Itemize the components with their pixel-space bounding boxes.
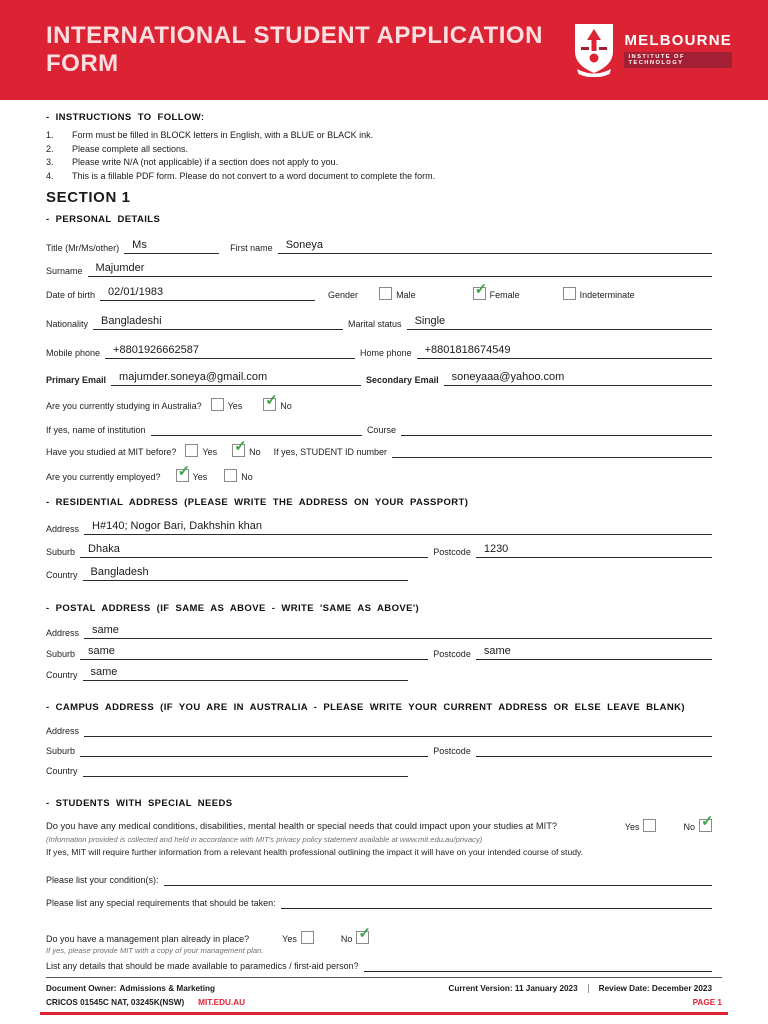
mobile-phone-label: Mobile phone (46, 348, 101, 358)
residential-address-field[interactable]: H#140; Nogor Bari, Dakhshin khan (84, 520, 712, 535)
website-link[interactable]: MIT.EDU.AU (198, 998, 246, 1007)
instruction-number: 1. (46, 130, 54, 140)
mobile-phone-field[interactable]: +8801926662587 (105, 344, 355, 359)
medical-yes-option (625, 819, 657, 833)
management-plan-row (46, 925, 712, 945)
campus-heading: - CAMPUS ADDRESS (IF YOU ARE IN AUSTRALIA - PLEASE WRITE YOUR CURRENT ADDRESS OR ELSE LEAVE BLANK) (46, 702, 685, 713)
residential-country-field[interactable]: Bangladesh (83, 566, 408, 581)
postcode-label: Postcode (433, 649, 471, 659)
suburb-label: Suburb (46, 649, 76, 659)
plan-no-label: No (340, 934, 353, 944)
dob-label: Date of birth (46, 290, 96, 300)
checkmark-icon: ✓ (234, 438, 247, 455)
gender-indeterminate-checkbox[interactable] (563, 287, 576, 300)
studying-australia-row (46, 392, 712, 412)
institution-label: If yes, name of institution (46, 425, 146, 435)
instructions-heading: - INSTRUCTIONS TO FOLLOW: (46, 112, 205, 123)
country-label: Country (46, 766, 78, 776)
postal-suburb-row (46, 645, 712, 660)
gender-indeterminate-option (563, 287, 635, 301)
checkmark-icon: ✓ (358, 925, 371, 942)
postcode-label: Postcode (433, 746, 471, 756)
gender-female-label: Female (489, 290, 520, 300)
student-id-label: If yes, STUDENT ID number (273, 447, 387, 457)
employed-row (46, 463, 712, 483)
medical-no-label: No (683, 822, 695, 832)
checkmark-icon: ✓ (177, 463, 191, 480)
employed-yes-label: Yes (192, 472, 208, 482)
if-yes-note: If yes, MIT will require further information from a relevant health professional outlining the impact it will have on your intended course of study. (46, 847, 584, 857)
suburb-label: Suburb (46, 547, 76, 557)
medical-no-option (683, 813, 714, 833)
email-row (46, 371, 712, 386)
page-header (0, 0, 768, 100)
employed-no-label: No (241, 472, 253, 482)
paramedics-field[interactable] (364, 958, 712, 972)
requirements-row (46, 895, 712, 909)
studied-mit-row (46, 438, 712, 458)
address-label: Address (46, 524, 80, 534)
mit-no-option (232, 438, 261, 458)
campus-suburb-row (46, 743, 712, 757)
address-label: Address (46, 726, 80, 736)
medical-question-row (46, 813, 714, 833)
postcode-label: Postcode (433, 547, 471, 557)
instruction-text: Please write N/A (not applicable) if a section does not apply to you. (72, 157, 339, 167)
checkmark-icon: ✓ (265, 392, 278, 409)
studying-australia-label: Are you currently studying in Australia? (46, 401, 202, 411)
residential-postcode-field[interactable]: 1230 (476, 543, 712, 558)
plan-yes-checkbox[interactable] (301, 931, 314, 944)
first-name-field[interactable]: Soneya (278, 239, 712, 254)
gender-male-label: Male (396, 290, 416, 300)
primary-email-label: Primary Email (46, 375, 107, 385)
studying-no-label: No (280, 401, 292, 411)
page-number: PAGE 1 (692, 998, 722, 1007)
dob-gender-row (46, 281, 712, 301)
conditions-label: Please list your condition(s): (46, 875, 159, 885)
instruction-text: Form must be filled in BLOCK letters in English, with a BLUE or BLACK ink. (72, 130, 374, 140)
logo-subtitle: INSTITUTE OF TECHNOLOGY (624, 52, 732, 68)
title-label: Title (Mr/Ms/other) (46, 243, 120, 253)
page-footer (0, 977, 768, 1024)
nationality-field[interactable]: Bangladeshi (93, 315, 343, 330)
instruction-item (46, 170, 712, 184)
studying-yes-checkbox[interactable] (211, 398, 224, 411)
current-version: Current Version: 11 January 2023 (448, 984, 578, 993)
mit-logo (573, 23, 732, 77)
instruction-number: 2. (46, 143, 54, 154)
residential-suburb-field[interactable]: Dhaka (80, 543, 428, 558)
document-owner-label: Document Owner: (46, 984, 117, 993)
mit-yes-checkbox[interactable] (185, 444, 198, 457)
section1-title: SECTION 1 (46, 189, 131, 206)
marital-status-label: Marital status (348, 319, 402, 329)
title-field[interactable]: Ms (124, 239, 219, 254)
instruction-number: 3. (46, 157, 54, 167)
residential-suburb-row (46, 543, 712, 558)
instruction-item (46, 156, 712, 170)
home-phone-field[interactable]: +8801818674549 (417, 344, 712, 359)
instruction-number: 4. (46, 170, 54, 181)
campus-suburb-field[interactable] (80, 743, 428, 757)
campus-country-field[interactable] (83, 763, 408, 777)
gender-female-checkbox[interactable] (473, 281, 488, 300)
plan-note: If yes, please provide MIT with a copy of your management plan. (46, 946, 264, 955)
primary-email-field[interactable]: majumder.soneya@gmail.com (111, 371, 361, 386)
secondary-email-label: Secondary Email (366, 375, 439, 385)
suburb-label: Suburb (46, 746, 76, 756)
conditions-field[interactable] (164, 872, 712, 886)
postal-heading: - POSTAL ADDRESS (IF SAME AS ABOVE - WRITE 'SAME AS ABOVE') (46, 603, 420, 614)
first-name-label: First name (230, 243, 273, 253)
instruction-item (46, 129, 712, 143)
employed-no-checkbox[interactable] (224, 469, 237, 482)
employed-yes-option (176, 463, 208, 483)
instructions-list (46, 129, 712, 183)
instruction-text: This is a fillable PDF form. Please do not convert to a word document to complete the form. (72, 170, 436, 181)
conditions-row (46, 872, 712, 886)
requirements-field[interactable] (281, 895, 712, 909)
mit-shield-icon (573, 23, 615, 77)
dob-field[interactable]: 02/01/1983 (100, 286, 315, 301)
medical-question-label: Do you have any medical conditions, disabilities, mental health or special needs that could impact upon your studies at MIT? (46, 820, 558, 831)
studying-yes-option (211, 398, 243, 412)
residential-country-row (46, 566, 712, 581)
plan-yes-option (282, 931, 314, 945)
special-needs-heading: - STUDENTS WITH SPECIAL NEEDS (46, 798, 233, 809)
paramedics-row (46, 958, 712, 972)
employed-yes-checkbox[interactable] (176, 463, 191, 482)
postal-suburb-field[interactable]: same (80, 645, 428, 660)
postal-address-row (46, 624, 712, 639)
surname-label: Surname (46, 266, 83, 276)
review-date: Review Date: December 2023 (588, 984, 722, 993)
footer-divider (46, 977, 722, 978)
personal-details-heading: - PERSONAL DETAILS (46, 214, 161, 225)
logo-text (624, 32, 732, 68)
gender-female-option (473, 281, 520, 301)
country-label: Country (46, 570, 78, 580)
phone-row (46, 344, 712, 359)
plan-yes-label: Yes (282, 934, 297, 944)
course-field[interactable] (401, 422, 712, 436)
checkmark-icon: ✓ (474, 281, 488, 298)
plan-no-option (340, 925, 371, 945)
surname-field[interactable]: Majumder (88, 262, 712, 277)
page-title: INTERNATIONAL STUDENT APPLICATION FORM (46, 22, 543, 77)
home-phone-label: Home phone (360, 348, 412, 358)
institution-course-row (46, 422, 712, 436)
studying-no-checkbox[interactable] (263, 392, 278, 411)
nationality-row (46, 315, 712, 330)
logo-name: MELBOURNE (624, 32, 732, 49)
marital-status-field[interactable]: Single (407, 315, 712, 330)
gender-male-option (379, 287, 416, 301)
postal-country-row (46, 666, 712, 681)
address-label: Address (46, 628, 80, 638)
residential-heading: - RESIDENTIAL ADDRESS (PLEASE WRITE THE ADDRESS ON YOUR PASSPORT) (46, 497, 469, 508)
instruction-text: Please complete all sections. (72, 143, 189, 154)
cricos-code: CRICOS 01545C NAT, 03245K(NSW) (46, 998, 185, 1007)
secondary-email-field[interactable]: soneyaaa@yahoo.com (444, 371, 712, 386)
mit-no-label: No (249, 447, 261, 457)
studying-yes-label: Yes (227, 401, 243, 411)
employed-no-option (224, 469, 253, 483)
campus-address-row (46, 723, 712, 737)
medical-yes-label: Yes (624, 822, 640, 832)
gender-male-checkbox[interactable] (379, 287, 392, 300)
mit-yes-label: Yes (202, 447, 218, 457)
country-label: Country (46, 670, 78, 680)
residential-address-row (46, 520, 712, 535)
surname-row (46, 262, 712, 277)
studied-mit-label: Have you studied at MIT before? (46, 447, 177, 457)
studying-no-option (263, 392, 292, 412)
management-plan-label: Do you have a management plan already in place? (46, 934, 250, 944)
checkmark-icon: ✓ (701, 813, 714, 830)
campus-address-field[interactable] (84, 723, 712, 737)
campus-postcode-field[interactable] (476, 743, 712, 757)
gender-label: Gender (328, 290, 359, 300)
course-label: Course (366, 425, 396, 435)
institution-field[interactable] (151, 422, 362, 436)
plan-no-checkbox[interactable] (356, 925, 371, 944)
postal-postcode-field[interactable]: same (476, 645, 712, 660)
medical-no-checkbox[interactable] (699, 813, 714, 832)
mit-no-checkbox[interactable] (232, 438, 247, 457)
student-id-field[interactable] (392, 444, 712, 458)
campus-country-row (46, 763, 712, 777)
document-owner-value: Admissions & Marketing (119, 984, 216, 993)
medical-yes-checkbox[interactable] (643, 819, 656, 832)
paramedics-label: List any details that should be made available to paramedics / first-aid person? (46, 961, 359, 971)
footer-red-bar (40, 1012, 728, 1015)
employed-label: Are you currently employed? (46, 472, 161, 482)
instruction-item (46, 143, 712, 157)
nationality-label: Nationality (46, 319, 89, 329)
privacy-note: (Information provided is collected and held in accordance with MIT's privacy policy statement available at www.mit.edu.au/privacy) (46, 835, 483, 844)
postal-address-field[interactable]: same (84, 624, 712, 639)
title-name-row (46, 239, 712, 254)
gender-indeterminate-label: Indeterminate (579, 290, 635, 300)
postal-country-field[interactable]: same (83, 666, 408, 681)
requirements-label: Please list any special requirements that should be taken: (46, 898, 276, 908)
mit-yes-option (185, 444, 217, 458)
